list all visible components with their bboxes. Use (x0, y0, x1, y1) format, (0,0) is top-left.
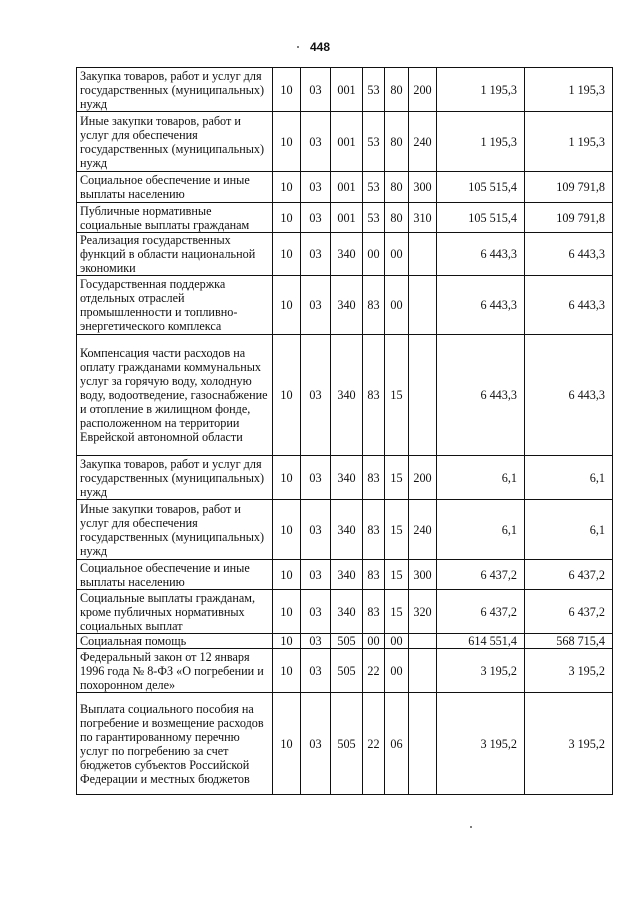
scan-dot (297, 46, 299, 48)
page-number: 448 (309, 40, 331, 54)
table-row (77, 276, 613, 335)
section-code-cell: 10 (273, 634, 301, 649)
target-code-part1-cell: 001 (331, 203, 363, 233)
target-code-part2-cell: 83 (363, 335, 385, 456)
amount-year2-cell: 6 437,2 (525, 560, 613, 590)
amount-year2-cell: 109 791,8 (525, 172, 613, 203)
target-code-part3-cell: 00 (385, 634, 409, 649)
target-code-part3-cell: 15 (385, 590, 409, 634)
target-code-part3-cell: 00 (385, 276, 409, 335)
target-code-part1-cell: 505 (331, 634, 363, 649)
amount-year1-cell: 6 443,3 (437, 335, 525, 456)
target-code-part2-cell: 53 (363, 68, 385, 112)
expense-type-cell: 300 (409, 172, 437, 203)
amount-year2-cell: 6 443,3 (525, 335, 613, 456)
target-code-part3-cell: 00 (385, 233, 409, 276)
target-code-part2-cell: 00 (363, 233, 385, 276)
amount-year1-cell: 6,1 (437, 500, 525, 560)
subsection-code-cell: 03 (301, 68, 331, 112)
target-code-part2-cell: 53 (363, 172, 385, 203)
table-row (77, 649, 613, 693)
subsection-code-cell: 03 (301, 634, 331, 649)
table-row (77, 634, 613, 649)
amount-year2-cell: 1 195,3 (525, 112, 613, 172)
section-code-cell: 10 (273, 203, 301, 233)
subsection-code-cell: 03 (301, 335, 331, 456)
target-code-part2-cell: 83 (363, 456, 385, 500)
subsection-code-cell: 03 (301, 203, 331, 233)
expense-type-cell (409, 276, 437, 335)
target-code-part2-cell: 22 (363, 693, 385, 795)
amount-year2-cell: 3 195,2 (525, 693, 613, 795)
table-row (77, 68, 613, 112)
target-code-part3-cell: 80 (385, 112, 409, 172)
table-row (77, 693, 613, 795)
target-code-part1-cell: 340 (331, 276, 363, 335)
target-code-part3-cell: 15 (385, 456, 409, 500)
amount-year1-cell: 105 515,4 (437, 172, 525, 203)
target-code-part2-cell: 53 (363, 112, 385, 172)
expense-type-cell (409, 335, 437, 456)
target-code-part3-cell: 80 (385, 172, 409, 203)
table-row (77, 456, 613, 500)
amount-year2-cell: 109 791,8 (525, 203, 613, 233)
subsection-code-cell: 03 (301, 560, 331, 590)
row-name-cell: Иные закупки товаров, работ и услуг для обеспечения государственных (муниципальных) нужд (77, 112, 273, 172)
subsection-code-cell: 03 (301, 276, 331, 335)
expense-type-cell: 200 (409, 68, 437, 112)
amount-year1-cell: 6 437,2 (437, 590, 525, 634)
target-code-part3-cell: 15 (385, 335, 409, 456)
table-row (77, 203, 613, 233)
section-code-cell: 10 (273, 172, 301, 203)
target-code-part3-cell: 00 (385, 649, 409, 693)
section-code-cell: 10 (273, 693, 301, 795)
expense-type-cell: 240 (409, 500, 437, 560)
table-row (77, 233, 613, 276)
section-code-cell: 10 (273, 560, 301, 590)
amount-year1-cell: 1 195,3 (437, 68, 525, 112)
expense-type-cell (409, 693, 437, 795)
budget-table (76, 67, 613, 795)
subsection-code-cell: 03 (301, 693, 331, 795)
row-name-cell: Публичные нормативные социальные выплаты гражданам (77, 203, 273, 233)
section-code-cell: 10 (273, 649, 301, 693)
target-code-part2-cell: 83 (363, 276, 385, 335)
expense-type-cell: 300 (409, 560, 437, 590)
target-code-part2-cell: 00 (363, 634, 385, 649)
amount-year1-cell: 6,1 (437, 456, 525, 500)
target-code-part1-cell: 505 (331, 693, 363, 795)
subsection-code-cell: 03 (301, 112, 331, 172)
row-name-cell: Выплата социального пособия на погребение и возмещение расходов по гарантированному перечню услуг по погребению за счет бюджетов субъектов Российской Федерации и местных бюджетов (77, 693, 273, 795)
row-name-cell: Иные закупки товаров, работ и услуг для обеспечения государственных (муниципальных) нужд (77, 500, 273, 560)
table-row (77, 335, 613, 456)
section-code-cell: 10 (273, 590, 301, 634)
amount-year1-cell: 1 195,3 (437, 112, 525, 172)
target-code-part1-cell: 340 (331, 560, 363, 590)
target-code-part1-cell: 001 (331, 68, 363, 112)
expense-type-cell: 200 (409, 456, 437, 500)
section-code-cell: 10 (273, 500, 301, 560)
row-name-cell: Федеральный закон от 12 января 1996 года № 8-ФЗ «О погребении и похоронном деле» (77, 649, 273, 693)
target-code-part1-cell: 340 (331, 590, 363, 634)
amount-year2-cell: 6 443,3 (525, 276, 613, 335)
amount-year2-cell: 6,1 (525, 456, 613, 500)
scan-dot (470, 826, 472, 828)
subsection-code-cell: 03 (301, 649, 331, 693)
target-code-part3-cell: 80 (385, 68, 409, 112)
target-code-part2-cell: 83 (363, 590, 385, 634)
target-code-part3-cell: 15 (385, 560, 409, 590)
section-code-cell: 10 (273, 276, 301, 335)
row-name-cell: Социальное обеспечение и иные выплаты населению (77, 560, 273, 590)
target-code-part1-cell: 505 (331, 649, 363, 693)
amount-year2-cell: 6 437,2 (525, 590, 613, 634)
expense-type-cell: 240 (409, 112, 437, 172)
amount-year1-cell: 6 443,3 (437, 276, 525, 335)
amount-year1-cell: 614 551,4 (437, 634, 525, 649)
target-code-part1-cell: 340 (331, 500, 363, 560)
amount-year1-cell: 105 515,4 (437, 203, 525, 233)
target-code-part2-cell: 53 (363, 203, 385, 233)
row-name-cell: Социальное обеспечение и иные выплаты населению (77, 172, 273, 203)
target-code-part1-cell: 001 (331, 112, 363, 172)
row-name-cell: Государственная поддержка отдельных отраслей промышленности и топливно-энергетического комплекса (77, 276, 273, 335)
amount-year1-cell: 6 443,3 (437, 233, 525, 276)
table-row (77, 560, 613, 590)
amount-year1-cell: 3 195,2 (437, 649, 525, 693)
row-name-cell: Реализация государственных функций в области национальной экономики (77, 233, 273, 276)
section-code-cell: 10 (273, 233, 301, 276)
subsection-code-cell: 03 (301, 233, 331, 276)
target-code-part3-cell: 80 (385, 203, 409, 233)
amount-year1-cell: 3 195,2 (437, 693, 525, 795)
subsection-code-cell: 03 (301, 590, 331, 634)
amount-year2-cell: 6 443,3 (525, 233, 613, 276)
expense-type-cell (409, 649, 437, 693)
amount-year2-cell: 3 195,2 (525, 649, 613, 693)
target-code-part3-cell: 15 (385, 500, 409, 560)
table-row (77, 172, 613, 203)
row-name-cell: Компенсация части расходов на оплату гражданами коммунальных услуг за горячую воду, холодную воду, водоотведение, газоснабжение и отопление в жилищном фонде, расположенном на территории Еврейской автономной области (77, 335, 273, 456)
row-name-cell: Социальные выплаты гражданам, кроме публичных нормативных социальных выплат (77, 590, 273, 634)
expense-type-cell: 310 (409, 203, 437, 233)
subsection-code-cell: 03 (301, 500, 331, 560)
table-row (77, 112, 613, 172)
section-code-cell: 10 (273, 68, 301, 112)
target-code-part1-cell: 340 (331, 233, 363, 276)
target-code-part1-cell: 001 (331, 172, 363, 203)
section-code-cell: 10 (273, 112, 301, 172)
target-code-part3-cell: 06 (385, 693, 409, 795)
subsection-code-cell: 03 (301, 456, 331, 500)
table-body (77, 68, 613, 795)
row-name-cell: Закупка товаров, работ и услуг для государственных (муниципальных) нужд (77, 68, 273, 112)
table-row (77, 590, 613, 634)
expense-type-cell: 320 (409, 590, 437, 634)
section-code-cell: 10 (273, 456, 301, 500)
amount-year1-cell: 6 437,2 (437, 560, 525, 590)
target-code-part1-cell: 340 (331, 335, 363, 456)
subsection-code-cell: 03 (301, 172, 331, 203)
target-code-part2-cell: 83 (363, 560, 385, 590)
target-code-part1-cell: 340 (331, 456, 363, 500)
table-row (77, 500, 613, 560)
amount-year2-cell: 6,1 (525, 500, 613, 560)
amount-year2-cell: 1 195,3 (525, 68, 613, 112)
section-code-cell: 10 (273, 335, 301, 456)
target-code-part2-cell: 22 (363, 649, 385, 693)
amount-year2-cell: 568 715,4 (525, 634, 613, 649)
row-name-cell: Закупка товаров, работ и услуг для государственных (муниципальных) нужд (77, 456, 273, 500)
expense-type-cell (409, 634, 437, 649)
expense-type-cell (409, 233, 437, 276)
row-name-cell: Социальная помощь (77, 634, 273, 649)
target-code-part2-cell: 83 (363, 500, 385, 560)
